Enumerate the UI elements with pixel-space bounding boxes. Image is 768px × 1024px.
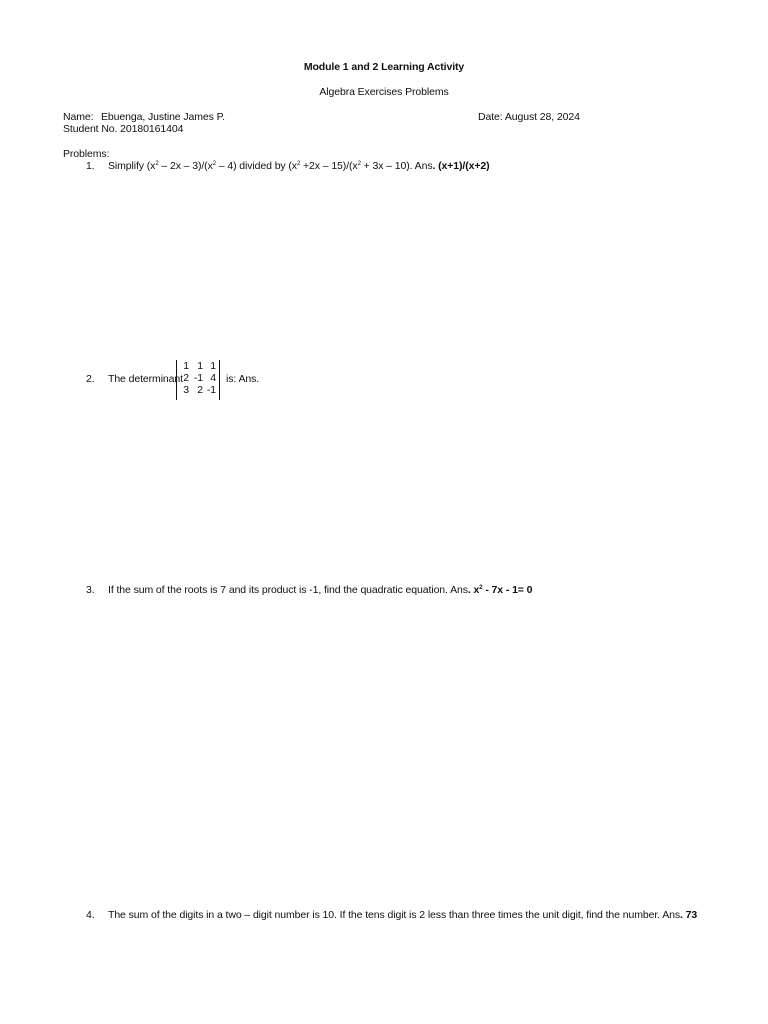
student-number: Student No. 20180161404 [63,123,184,135]
problem-text: Simplify $(x^2 - 2x - 3)/(x^2 - 4)$ divided by $(x^2 +2x - 15)/(x^2 + 3x - 10)$. Ans. (x+1)/(x+2) [108,160,490,172]
matrix-cell: 2 [197,384,203,396]
problem-text: The determinant [108,373,183,385]
problem-number: 3. [86,584,95,596]
determinant-matrix [176,360,220,400]
matrix-cell: 2 [183,372,189,384]
matrix-cell: 3 [183,384,189,396]
problem-text: If the sum of the roots is 7 and its product is -1, find the quadratic equation. Ans. $x^2 - 7x - 1= 0$ [108,584,533,596]
matrix-cell: 4 [210,372,216,384]
problem-text: The sum of the digits in a two – digit number is 10. If the tens digit is 2 less than three times the unit digit, find the number. Ans. 73 [108,909,698,921]
matrix-cell: -1 [193,372,203,384]
problems-label: Problems: [63,148,110,160]
document-subtitle: Algebra Exercises Problems [319,86,449,98]
matrix-cell: -1 [206,384,216,396]
matrix-cell: 1 [183,360,189,372]
name-label: Name: [63,111,94,123]
document-title: Module 1 and 2 Learning Activity [303,61,465,73]
matrix-cell: 1 [210,360,216,372]
problem-number: 2. [86,373,95,385]
date-field: Date: August 28, 2024 [478,111,580,123]
problem-number: 4. [86,909,95,921]
problem-number: 1. [86,160,95,172]
matrix-cell: 1 [197,360,203,372]
problem-answer: . $x^2 - 7x - 1= 0$ [467,584,533,596]
problem-text-suffix: is: Ans. [226,373,260,385]
problem-answer: . (x+1)/(x+2) [432,160,490,172]
name-value: Ebuenga, Justine James P. [101,111,225,123]
problem-answer: . 73 [680,909,698,921]
